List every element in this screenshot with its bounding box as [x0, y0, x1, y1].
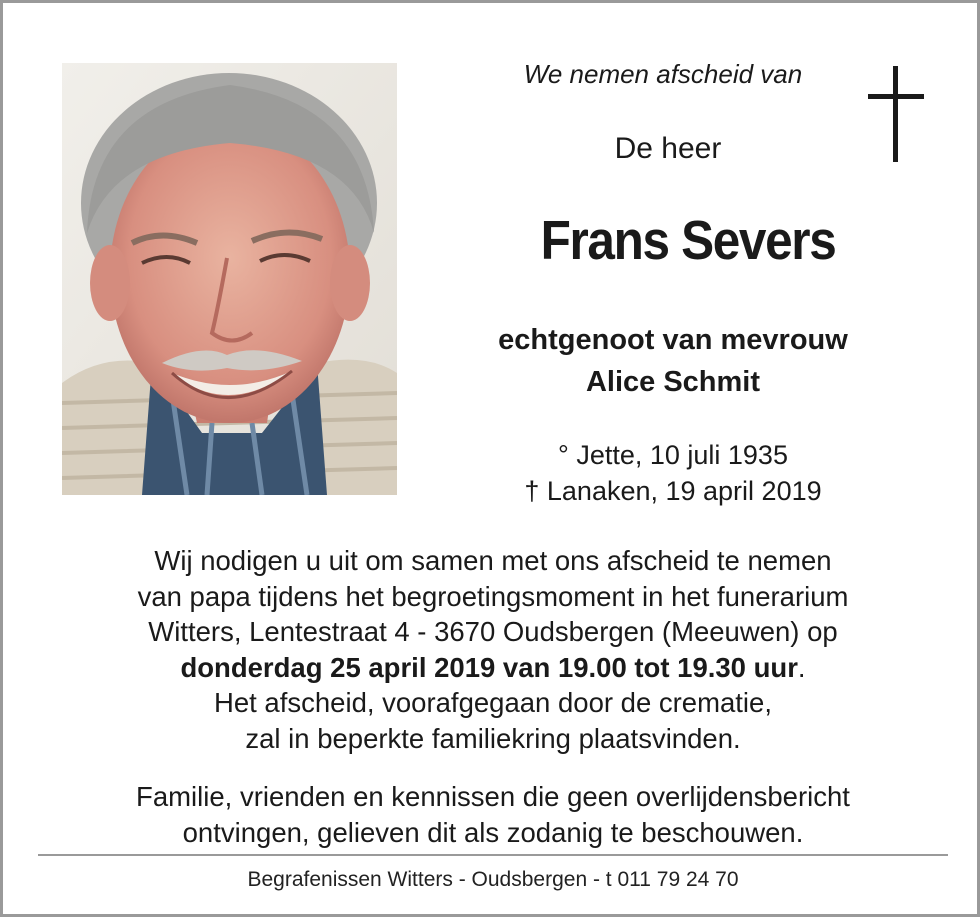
invitation-line-5: Het afscheid, voorafgegaan door de crematie, — [214, 687, 772, 719]
visitation-datetime: donderdag 25 april 2019 van 19.00 tot 19.30 uur — [180, 651, 798, 683]
invitation-line-4 — [43, 650, 943, 686]
intro-text: We nemen afscheid van — [523, 59, 803, 89]
invitation-line-6: zal in beperkte familiekring plaatsvinden. — [245, 722, 741, 754]
death-date: † Lanaken, 19 april 2019 — [524, 476, 822, 506]
invitation-line-1: Wij nodigen u uit om samen met ons afscheid te nemen — [154, 545, 832, 576]
family-note-line-1: Familie, vrienden en kennissen die geen overlijdensbericht — [136, 781, 850, 812]
family-note-line-2: ontvingen, gelieven dit als zodanig te beschouwen. — [182, 816, 804, 848]
life-dates — [443, 437, 903, 509]
spouse-line-1: echtgenoot van mevrouw — [498, 324, 848, 356]
invitation-line-3: Witters, Lentestraat 4 - 3670 Oudsbergen (Meeuwen) op — [148, 616, 838, 648]
invitation-line-4-end: . — [797, 651, 806, 683]
deceased-name: Frans Severs — [540, 209, 836, 271]
title-prefix: De heer — [614, 132, 722, 165]
spouse-line-2: Alice Schmit — [585, 366, 761, 398]
spouse-info — [443, 319, 903, 403]
family-note — [43, 779, 943, 850]
portrait-photo — [62, 63, 397, 495]
footer-divider — [38, 854, 948, 856]
invitation-line-2: van papa tijdens het begroetingsmoment in het funerarium — [137, 580, 849, 612]
birth-date: ° Jette, 10 juli 1935 — [558, 440, 788, 470]
funeral-home-footer: Begrafenissen Witters - Oudsbergen - t 011 79 24 70 — [247, 868, 739, 891]
invitation-text — [43, 543, 943, 757]
